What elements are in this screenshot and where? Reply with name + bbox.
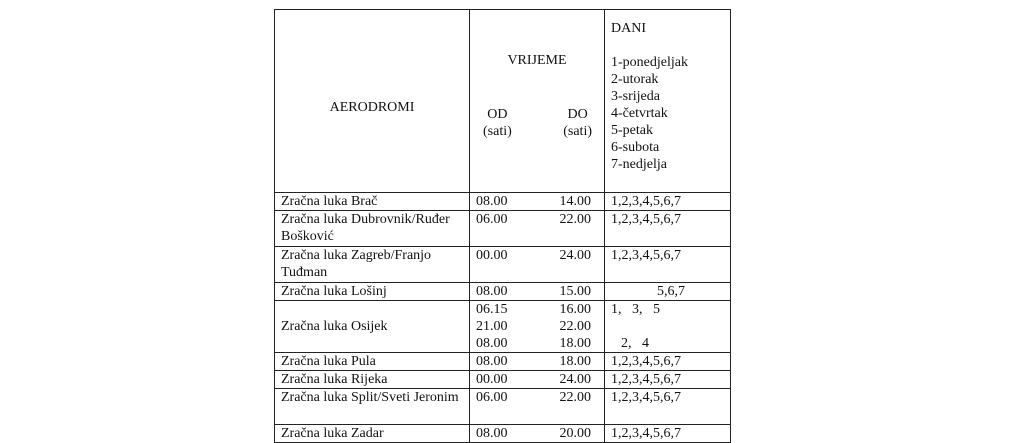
airport-name: Zračna luka Lošinj xyxy=(275,283,470,301)
time-od: 08.00 xyxy=(476,426,508,441)
day-legend-item: 4-četvrtak xyxy=(611,106,668,121)
day-legend-item: 2-utorak xyxy=(611,72,659,87)
airport-name: Zračna luka Osijek xyxy=(275,301,470,353)
days-cell: 5,6,7 xyxy=(605,283,731,301)
time-do: 15.00 xyxy=(559,284,591,299)
times-cell xyxy=(470,371,605,389)
dani-title: DANI xyxy=(611,21,646,36)
airport-name: Zračna luka Rijeka xyxy=(275,371,470,389)
day-legend-item: 1-ponedjeljak xyxy=(611,55,688,70)
day-legend-item: 7-nedjelja xyxy=(611,157,667,172)
days-line: 2, 4 xyxy=(621,336,649,351)
table-row xyxy=(275,247,731,283)
time-od: 06.00 xyxy=(476,212,508,227)
time-do: 22.00 xyxy=(559,319,591,334)
table-row xyxy=(275,353,731,371)
day-legend-item: 6-subota xyxy=(611,140,660,155)
days-cell xyxy=(605,301,731,353)
time-do: 22.00 xyxy=(559,212,591,227)
table-row xyxy=(275,283,731,301)
airport-name: Zračna luka Split/Sveti Jeronim xyxy=(275,389,470,425)
vrijeme-header xyxy=(470,10,605,193)
time-od: 21.00 xyxy=(476,319,508,334)
times-cell xyxy=(470,247,605,283)
time-do: 16.00 xyxy=(559,302,591,317)
time-do: 22.00 xyxy=(559,390,591,405)
days-cell: 1,2,3,4,5,6,7 xyxy=(605,353,731,371)
days-cell: 1,2,3,4,5,6,7 xyxy=(605,247,731,283)
days-cell: 1,2,3,4,5,6,7 xyxy=(605,211,731,247)
airport-name: Zračna luka Pula xyxy=(275,353,470,371)
header-row xyxy=(275,10,731,193)
vrijeme-title: VRIJEME xyxy=(507,53,567,68)
times-cell xyxy=(470,389,605,425)
time-do: 24.00 xyxy=(559,372,591,387)
time-od: 08.00 xyxy=(476,284,508,299)
airport-name: Zračna luka Zadar xyxy=(275,425,470,443)
times-cell xyxy=(470,353,605,371)
days-cell: 1,2,3,4,5,6,7 xyxy=(605,425,731,443)
time-od: 08.00 xyxy=(476,194,508,209)
day-legend-item: 3-srijeda xyxy=(611,89,660,104)
table-row xyxy=(275,371,731,389)
table-row xyxy=(275,193,731,211)
time-od: 06.15 xyxy=(476,302,508,317)
time-od: 06.00 xyxy=(476,390,508,405)
days-cell: 1,2,3,4,5,6,7 xyxy=(605,389,731,425)
time-do: 24.00 xyxy=(559,248,591,263)
airport-name: Zračna luka Zagreb/Franjo Tuđman xyxy=(275,247,470,283)
time-do: 18.00 xyxy=(559,336,591,351)
airport-name: Zračna luka Brač xyxy=(275,193,470,211)
table-row xyxy=(275,389,731,425)
times-cell xyxy=(470,283,605,301)
time-od: 00.00 xyxy=(476,372,508,387)
time-do: 20.00 xyxy=(559,426,591,441)
dani-header xyxy=(605,10,731,193)
times-cell xyxy=(470,211,605,247)
time-od: 08.00 xyxy=(476,354,508,369)
days-line xyxy=(611,318,730,335)
time-od: 00.00 xyxy=(476,248,508,263)
days-cell: 1,2,3,4,5,6,7 xyxy=(605,193,731,211)
airport-hours-table xyxy=(274,9,731,443)
times-cell xyxy=(470,193,605,211)
od-header: OD (sati) xyxy=(483,107,512,139)
airport-name: Zračna luka Dubrovnik/Ruđer Bošković xyxy=(275,211,470,247)
day-legend-item: 5-petak xyxy=(611,123,653,138)
days-cell: 1,2,3,4,5,6,7 xyxy=(605,371,731,389)
table-row xyxy=(275,301,731,353)
days-line: 1, 3, 5 xyxy=(611,302,660,317)
aerodromi-header: AERODROMI xyxy=(275,10,470,193)
do-header: DO (sati) xyxy=(563,107,592,139)
table-row xyxy=(275,211,731,247)
time-od: 08.00 xyxy=(476,336,508,351)
time-do: 18.00 xyxy=(559,354,591,369)
times-cell xyxy=(470,301,605,353)
time-do: 14.00 xyxy=(559,194,591,209)
